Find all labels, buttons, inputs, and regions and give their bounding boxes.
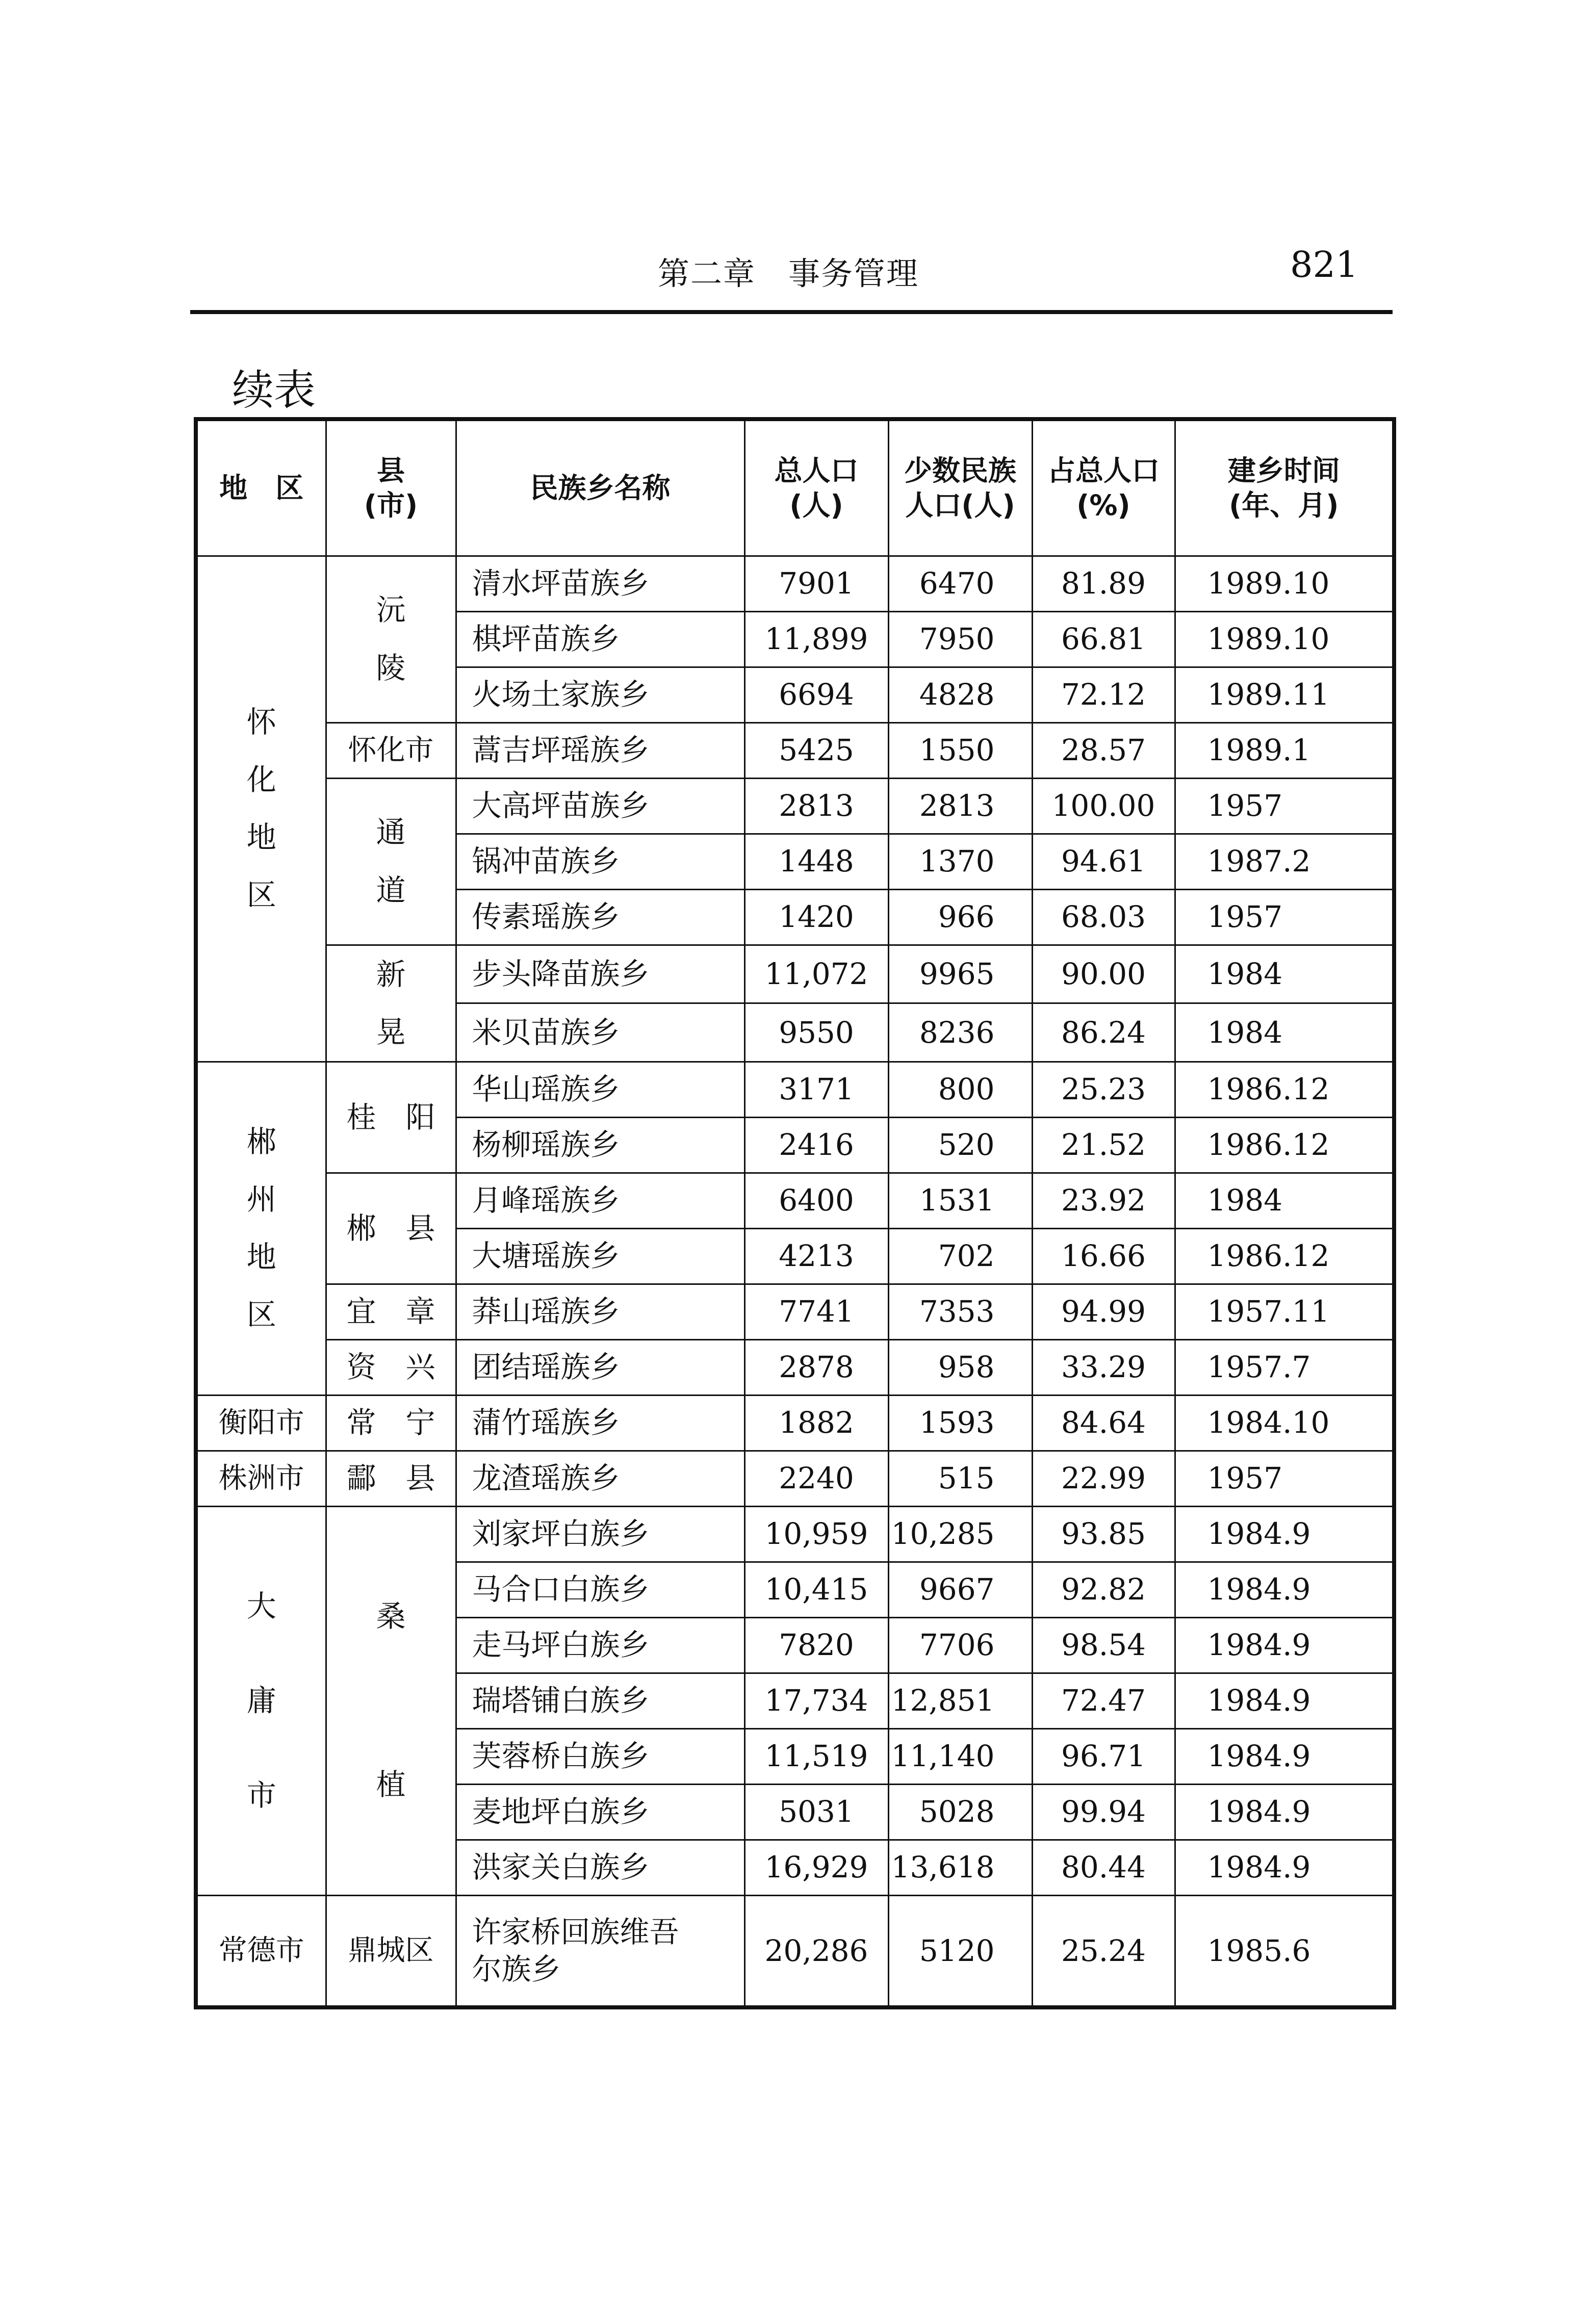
established-date: 1984.9 bbox=[1175, 1673, 1394, 1728]
established-date: 1987.2 bbox=[1175, 834, 1394, 889]
table-row bbox=[196, 945, 1394, 1003]
minority-population: 1370 bbox=[888, 834, 1032, 889]
minority-population: 6470 bbox=[888, 556, 1032, 611]
township-name: 芙蓉桥白族乡 bbox=[456, 1728, 744, 1784]
total-population: 2416 bbox=[744, 1117, 888, 1173]
minority-population: 800 bbox=[888, 1062, 1032, 1117]
percentage: 80.44 bbox=[1032, 1840, 1175, 1895]
minority-population: 5120 bbox=[888, 1895, 1032, 2007]
minority-population: 7706 bbox=[888, 1617, 1032, 1673]
percentage: 68.03 bbox=[1032, 889, 1175, 945]
established-date: 1989.10 bbox=[1175, 611, 1394, 667]
total-population: 2240 bbox=[744, 1451, 888, 1506]
township-name: 杨柳瑶族乡 bbox=[456, 1117, 744, 1173]
percentage: 72.47 bbox=[1032, 1673, 1175, 1728]
established-date: 1984.9 bbox=[1175, 1617, 1394, 1673]
percentage: 92.82 bbox=[1032, 1562, 1175, 1617]
percentage: 21.52 bbox=[1032, 1117, 1175, 1173]
established-date: 1984 bbox=[1175, 1173, 1394, 1228]
minority-population: 958 bbox=[888, 1339, 1032, 1395]
table-row bbox=[196, 1284, 1394, 1339]
percentage: 86.24 bbox=[1032, 1003, 1175, 1062]
total-population: 11,899 bbox=[744, 611, 888, 667]
established-date: 1984.9 bbox=[1175, 1784, 1394, 1840]
established-date: 1985.6 bbox=[1175, 1895, 1394, 2007]
header-rule bbox=[190, 310, 1393, 314]
county-zixing: 资 兴 bbox=[326, 1339, 456, 1395]
township-name: 蒿吉坪瑶族乡 bbox=[456, 722, 744, 778]
township-name: 火场土家族乡 bbox=[456, 667, 744, 722]
percentage: 28.57 bbox=[1032, 722, 1175, 778]
table-row bbox=[196, 778, 1394, 834]
established-date: 1989.1 bbox=[1175, 722, 1394, 778]
percentage: 25.24 bbox=[1032, 1895, 1175, 2007]
percentage: 16.66 bbox=[1032, 1228, 1175, 1284]
minority-population: 1593 bbox=[888, 1395, 1032, 1451]
total-population: 5425 bbox=[744, 722, 888, 778]
minority-population: 4828 bbox=[888, 667, 1032, 722]
total-population: 10,415 bbox=[744, 1562, 888, 1617]
total-population: 2878 bbox=[744, 1339, 888, 1395]
total-population: 1420 bbox=[744, 889, 888, 945]
total-population: 20,286 bbox=[744, 1895, 888, 2007]
table-row bbox=[196, 556, 1394, 611]
minority-population: 9965 bbox=[888, 945, 1032, 1003]
continued-label: 续表 bbox=[232, 366, 316, 415]
ethnic-townships-table bbox=[194, 417, 1396, 2009]
minority-population: 10,285 bbox=[888, 1506, 1032, 1562]
township-name: 大高坪苗族乡 bbox=[456, 778, 744, 834]
percentage: 94.99 bbox=[1032, 1284, 1175, 1339]
table-row bbox=[196, 1506, 1394, 1562]
township-name: 蒲竹瑶族乡 bbox=[456, 1395, 744, 1451]
established-date: 1984 bbox=[1175, 945, 1394, 1003]
township-name: 瑞塔铺白族乡 bbox=[456, 1673, 744, 1728]
established-date: 1984.9 bbox=[1175, 1728, 1394, 1784]
county-xinhuang: 新 晃 bbox=[326, 945, 456, 1062]
table-header-row bbox=[196, 419, 1394, 556]
established-date: 1957 bbox=[1175, 1451, 1394, 1506]
township-name: 步头降苗族乡 bbox=[456, 945, 744, 1003]
established-date: 1957 bbox=[1175, 889, 1394, 945]
table-row bbox=[196, 1395, 1394, 1451]
region-huaihua: 怀 化 地 区 bbox=[196, 556, 326, 1062]
township-name: 锅冲苗族乡 bbox=[456, 834, 744, 889]
county-tongdao: 通 道 bbox=[326, 778, 456, 945]
header-minority-population: 少数民族 人口(人) bbox=[888, 419, 1032, 556]
township-name: 传素瑶族乡 bbox=[456, 889, 744, 945]
region-hengyang: 衡阳市 bbox=[196, 1395, 326, 1451]
percentage: 90.00 bbox=[1032, 945, 1175, 1003]
percentage: 98.54 bbox=[1032, 1617, 1175, 1673]
township-name: 清水坪苗族乡 bbox=[456, 556, 744, 611]
township-name: 莽山瑶族乡 bbox=[456, 1284, 744, 1339]
total-population: 7741 bbox=[744, 1284, 888, 1339]
minority-population: 1531 bbox=[888, 1173, 1032, 1228]
minority-population: 8236 bbox=[888, 1003, 1032, 1062]
percentage: 84.64 bbox=[1032, 1395, 1175, 1451]
percentage: 72.12 bbox=[1032, 667, 1175, 722]
minority-population: 9667 bbox=[888, 1562, 1032, 1617]
county-guiyang: 桂 阳 bbox=[326, 1062, 456, 1173]
township-name: 马合口白族乡 bbox=[456, 1562, 744, 1617]
total-population: 16,929 bbox=[744, 1840, 888, 1895]
established-date: 1957.11 bbox=[1175, 1284, 1394, 1339]
header-total-population: 总人口 (人) bbox=[744, 419, 888, 556]
established-date: 1984.9 bbox=[1175, 1506, 1394, 1562]
total-population: 2813 bbox=[744, 778, 888, 834]
minority-population: 5028 bbox=[888, 1784, 1032, 1840]
total-population: 6694 bbox=[744, 667, 888, 722]
township-name: 走马坪白族乡 bbox=[456, 1617, 744, 1673]
established-date: 1984.9 bbox=[1175, 1562, 1394, 1617]
total-population: 3171 bbox=[744, 1062, 888, 1117]
header-township-name: 民族乡名称 bbox=[456, 419, 744, 556]
table-row bbox=[196, 1173, 1394, 1228]
percentage: 23.92 bbox=[1032, 1173, 1175, 1228]
county-dingcheng: 鼎城区 bbox=[326, 1895, 456, 2007]
township-name: 洪家关白族乡 bbox=[456, 1840, 744, 1895]
total-population: 4213 bbox=[744, 1228, 888, 1284]
county-yuanling: 沅 陵 bbox=[326, 556, 456, 722]
page-number: 821 bbox=[1290, 244, 1358, 286]
minority-population: 1550 bbox=[888, 722, 1032, 778]
percentage: 33.29 bbox=[1032, 1339, 1175, 1395]
region-changde: 常德市 bbox=[196, 1895, 326, 2007]
table-row bbox=[196, 722, 1394, 778]
region-chenzhou: 郴 州 地 区 bbox=[196, 1062, 326, 1395]
established-date: 1957.7 bbox=[1175, 1339, 1394, 1395]
minority-population: 515 bbox=[888, 1451, 1032, 1506]
established-date: 1989.11 bbox=[1175, 667, 1394, 722]
total-population: 6400 bbox=[744, 1173, 888, 1228]
established-date: 1984 bbox=[1175, 1003, 1394, 1062]
total-population: 1882 bbox=[744, 1395, 888, 1451]
total-population: 7820 bbox=[744, 1617, 888, 1673]
percentage: 81.89 bbox=[1032, 556, 1175, 611]
table-row bbox=[196, 1339, 1394, 1395]
total-population: 5031 bbox=[744, 1784, 888, 1840]
total-population: 11,072 bbox=[744, 945, 888, 1003]
minority-population: 966 bbox=[888, 889, 1032, 945]
established-date: 1986.12 bbox=[1175, 1062, 1394, 1117]
total-population: 1448 bbox=[744, 834, 888, 889]
percentage: 66.81 bbox=[1032, 611, 1175, 667]
county-sangzhi: 桑 植 bbox=[326, 1506, 456, 1895]
established-date: 1957 bbox=[1175, 778, 1394, 834]
township-name: 龙渣瑶族乡 bbox=[456, 1451, 744, 1506]
total-population: 17,734 bbox=[744, 1673, 888, 1728]
established-date: 1984.9 bbox=[1175, 1840, 1394, 1895]
percentage: 99.94 bbox=[1032, 1784, 1175, 1840]
township-name: 许家桥回族维吾 尔族乡 bbox=[456, 1895, 744, 2007]
established-date: 1984.10 bbox=[1175, 1395, 1394, 1451]
table-row bbox=[196, 1062, 1394, 1117]
township-name: 刘家坪白族乡 bbox=[456, 1506, 744, 1562]
table-row bbox=[196, 1451, 1394, 1506]
header-region: 地 区 bbox=[196, 419, 326, 556]
percentage: 96.71 bbox=[1032, 1728, 1175, 1784]
percentage: 93.85 bbox=[1032, 1506, 1175, 1562]
minority-population: 7950 bbox=[888, 611, 1032, 667]
total-population: 9550 bbox=[744, 1003, 888, 1062]
header-established-date: 建乡时间 (年、月) bbox=[1175, 419, 1394, 556]
total-population: 11,519 bbox=[744, 1728, 888, 1784]
township-name: 月峰瑶族乡 bbox=[456, 1173, 744, 1228]
percentage: 100.00 bbox=[1032, 778, 1175, 834]
minority-population: 12,851 bbox=[888, 1673, 1032, 1728]
percentage: 25.23 bbox=[1032, 1062, 1175, 1117]
region-dayong: 大 庸 市 bbox=[196, 1506, 326, 1895]
township-name: 麦地坪白族乡 bbox=[456, 1784, 744, 1840]
minority-population: 702 bbox=[888, 1228, 1032, 1284]
township-name: 棋坪苗族乡 bbox=[456, 611, 744, 667]
total-population: 10,959 bbox=[744, 1506, 888, 1562]
county-changning: 常 宁 bbox=[326, 1395, 456, 1451]
region-zhuzhou: 株洲市 bbox=[196, 1451, 326, 1506]
header-percentage: 占总人口 (%) bbox=[1032, 419, 1175, 556]
percentage: 94.61 bbox=[1032, 834, 1175, 889]
township-name: 团结瑶族乡 bbox=[456, 1339, 744, 1395]
township-name: 大塘瑶族乡 bbox=[456, 1228, 744, 1284]
minority-population: 13,618 bbox=[888, 1840, 1032, 1895]
county-yizhang: 宜 章 bbox=[326, 1284, 456, 1339]
county-huaihua-city: 怀化市 bbox=[326, 722, 456, 778]
percentage: 22.99 bbox=[1032, 1451, 1175, 1506]
minority-population: 2813 bbox=[888, 778, 1032, 834]
county-lingxian: 酃 县 bbox=[326, 1451, 456, 1506]
township-name: 华山瑶族乡 bbox=[456, 1062, 744, 1117]
established-date: 1986.12 bbox=[1175, 1117, 1394, 1173]
minority-population: 520 bbox=[888, 1117, 1032, 1173]
table-row bbox=[196, 1895, 1394, 2007]
minority-population: 7353 bbox=[888, 1284, 1032, 1339]
header-county: 县 (市) bbox=[326, 419, 456, 556]
county-chenxian: 郴 县 bbox=[326, 1173, 456, 1284]
established-date: 1989.10 bbox=[1175, 556, 1394, 611]
township-name: 米贝苗族乡 bbox=[456, 1003, 744, 1062]
total-population: 7901 bbox=[744, 556, 888, 611]
established-date: 1986.12 bbox=[1175, 1228, 1394, 1284]
chapter-title: 第二章 事务管理 bbox=[658, 255, 919, 292]
minority-population: 11,140 bbox=[888, 1728, 1032, 1784]
